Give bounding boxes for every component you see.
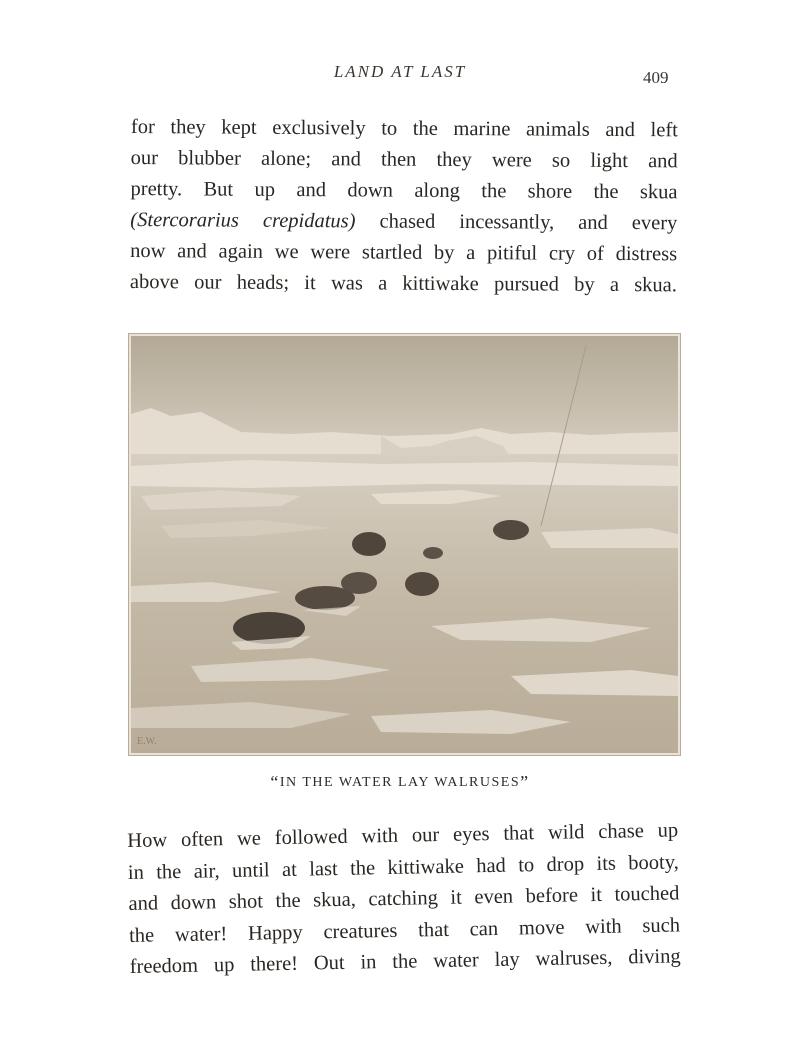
text-line: pretty. But up and down along the shore the skua (130, 177, 678, 204)
text-line: and down shot the skua, catching it even before it touched (128, 882, 680, 915)
figure-caption (0, 772, 800, 793)
walrus-photograph (131, 336, 678, 753)
species-name: (Stercorarius crepidatus) (130, 208, 356, 233)
caption-text: IN THE WATER LAY WALRUSES (279, 775, 521, 790)
figure-plate (128, 333, 681, 756)
text-line: in the air, until at last the kittiwake had to drop its booty, (127, 850, 680, 884)
running-title: LAND AT LAST (333, 62, 467, 81)
photo-drawing (131, 336, 678, 753)
caption-close-quote: ” (520, 772, 530, 792)
text-line: How often we followed with our eyes that wild chase up (127, 819, 679, 852)
text-line: now and again we were startled by a pitiful cry of distress (130, 239, 678, 266)
text-line: our blubber alone; and then they were so light and (130, 146, 678, 173)
top-paragraph (130, 112, 678, 301)
bottom-paragraph (127, 815, 681, 983)
page-number: 409 (643, 68, 669, 87)
text-line: (Stercorarius crepidatus) chased incessantly, and every (130, 208, 678, 235)
engraver-mark: E.W. (137, 736, 157, 747)
text-line: above our heads; it was a kittiwake pursued by a skua. (129, 270, 678, 297)
text-line: for they kept exclusively to the marine animals and left (130, 115, 678, 142)
text-line: the water! Happy creatures that can move with such (128, 913, 681, 947)
text-line: freedom up there! Out in the water lay walruses, diving (129, 945, 681, 978)
caption-open-quote: “ (270, 772, 280, 792)
